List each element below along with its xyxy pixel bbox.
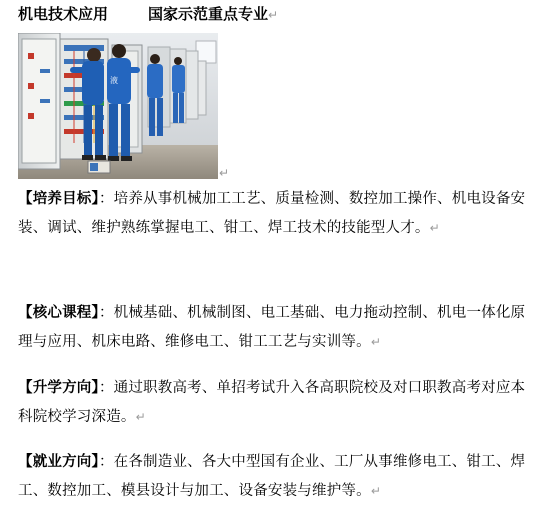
section-text: ：培养从事机械加工工艺、质量检测、数控加工操作、机电设备安装、调试、维护熟练掌握电工、钳工、焊工技术的技能型人才。	[18, 191, 526, 236]
section-employment	[18, 448, 528, 505]
section-text: ：通过职教高考、单招考试升入各高职院校及对口职教高考对应本科院校学习深造。	[18, 380, 526, 425]
section-heading: 【升学方向】	[18, 380, 99, 396]
training-photo-illustration	[18, 33, 218, 179]
uniform-text: 液	[110, 76, 118, 85]
program-name: 机电技术应用	[18, 5, 109, 23]
paragraph-mark: ↵	[370, 334, 382, 349]
section-heading: 【核心课程】	[18, 305, 99, 321]
paragraph-mark: ↵	[429, 220, 440, 235]
paragraph-mark: ↵	[219, 166, 230, 180]
training-photo	[18, 33, 218, 179]
section-training-goal	[18, 185, 528, 242]
worker-figure	[147, 54, 163, 136]
paragraph-mark: ↵	[370, 483, 382, 498]
section-heading: 【就业方向】	[18, 454, 99, 470]
section-text: ：机械基础、机械制图、电工基础、电力拖动控制、机电一体化原理与应用、机床电路、维修电工、钳工工艺与实训等。	[18, 305, 526, 350]
section-core-courses	[18, 299, 528, 356]
section-further-study	[18, 374, 528, 431]
section-text: ：在各制造业、各大中型国有企业、工厂从事维修电工、钳工、焊工、数控加工、模县设计与加工、设备安装与维护等。	[18, 454, 526, 499]
program-status: 国家示范重点专业	[148, 5, 269, 23]
section-heading: 【培养目标】	[18, 191, 99, 207]
paragraph-mark: ↵	[268, 8, 279, 22]
paragraph-mark: ↵	[135, 409, 146, 424]
document-title-line	[18, 5, 278, 23]
